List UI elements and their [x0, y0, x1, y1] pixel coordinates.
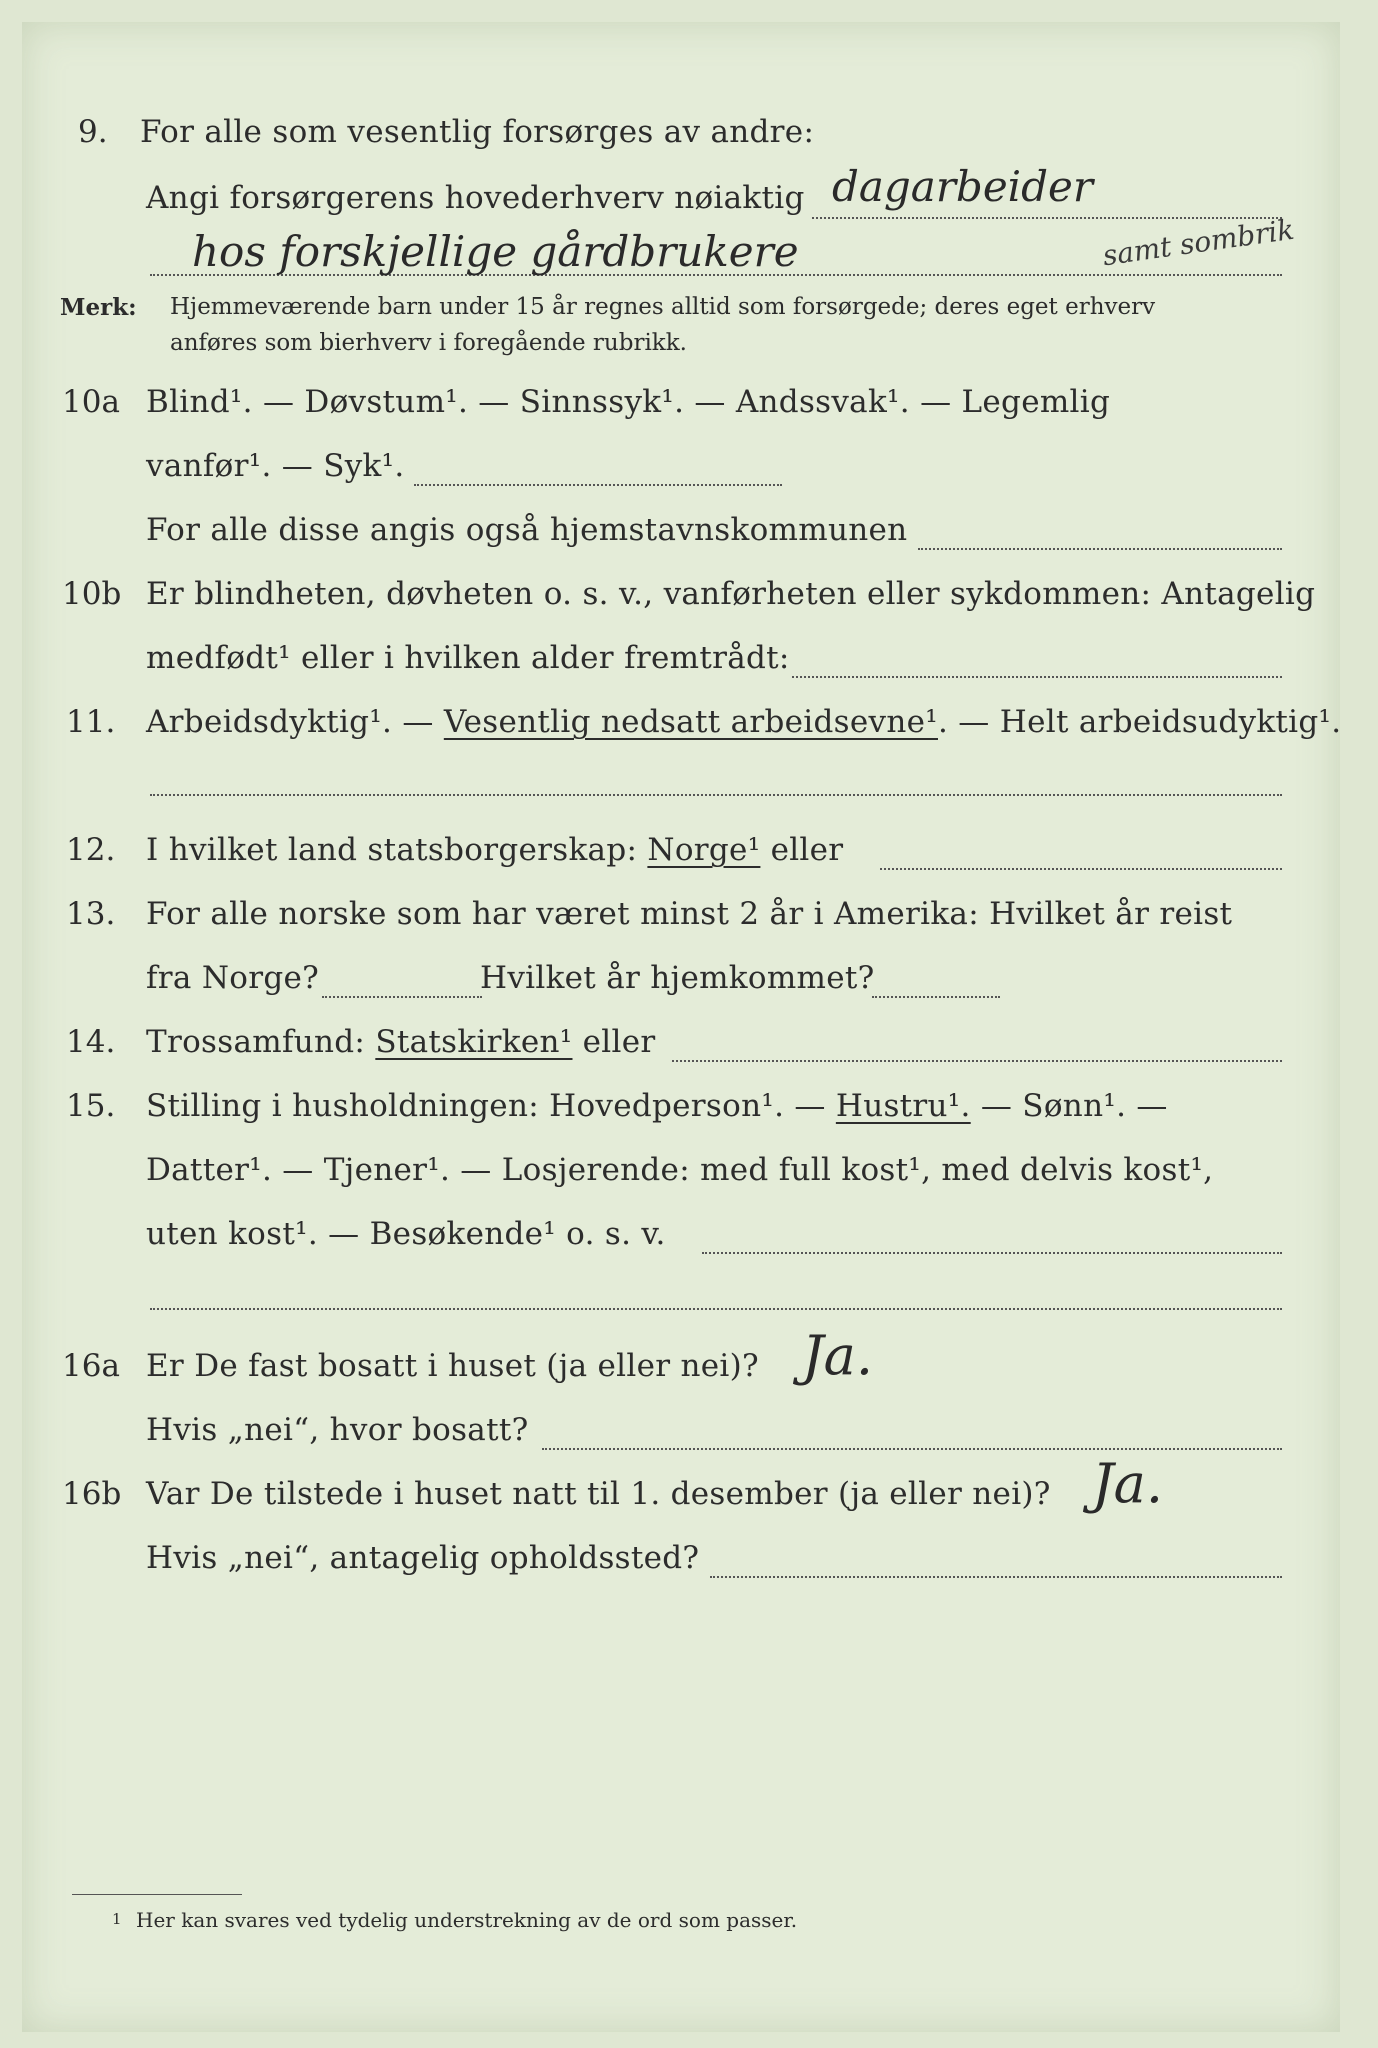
census-form-page [22, 22, 1340, 2032]
q14-number: 14. [66, 1024, 116, 1060]
q11-option-udyktig: . — Helt arbeidsudyktig¹. [937, 704, 1342, 740]
q11-line [146, 704, 1341, 740]
q13-line-2a: fra Norge? [146, 960, 320, 996]
q16a-line-1: Er De fast bosatt i huset (ja eller nei)? [146, 1348, 759, 1384]
q10a-line-1: Blind¹. — Døvstum¹. — Sinnssyk¹. — Andssvak¹. — Legemlig [146, 384, 1111, 420]
q15-line-1 [146, 1088, 1168, 1124]
q15-option-hustru-underlined: Hustru¹. [835, 1088, 971, 1124]
q10b-line-2: medfødt¹ eller i hvilken alder fremtrådt: [146, 640, 790, 676]
q10b-number: 10b [62, 576, 122, 612]
q15-option-sonn: — Sønn¹. — [970, 1088, 1168, 1124]
q9-answer-handwritten-1: dagarbeider [832, 162, 1093, 211]
q10a-number: 10a [62, 384, 120, 420]
q15-line-3: uten kost¹. — Besøkende¹ o. s. v. [146, 1216, 666, 1252]
q10a-dotted-line [414, 484, 782, 486]
q10a-dotted-line-2 [918, 548, 1282, 550]
q9-title: For alle som vesentlig forsørges av andre: [140, 114, 815, 150]
footnote-text: Her kan svares ved tydelig understrekning av de ord som passer. [136, 1908, 798, 1932]
q13-number: 13. [66, 896, 116, 932]
q13-line-2b: Hvilket år hjemkommet? [480, 960, 875, 996]
footnote-rule [72, 1894, 242, 1895]
q16b-dotted-line [710, 1576, 1282, 1578]
q12-prompt: I hvilket land statsborgerskap: [146, 832, 648, 868]
q15-dotted-line [702, 1252, 1282, 1254]
q11-option-arbeidsdyktig: Arbeidsdyktig¹. — [146, 704, 444, 740]
q9-answer-handwritten-3: samt sombrik [1100, 212, 1297, 273]
q14-eller: eller [572, 1024, 656, 1060]
q16b-line-1: Var De tilstede i huset natt til 1. desember (ja eller nei)? [146, 1476, 1051, 1512]
q12-eller: eller [760, 832, 844, 868]
q9-answer-dotted-line [812, 217, 1282, 219]
q11-number: 11. [66, 704, 116, 740]
q12-dotted-line [880, 868, 1282, 870]
q14-line [146, 1024, 656, 1060]
q16b-answer-handwritten: Ja. [1092, 1452, 1164, 1515]
q10a-line-3: For alle disse angis også hjemstavnskommunen [146, 512, 908, 548]
q9-answer-handwritten-2: hos forskjellige gårdbrukere [192, 227, 799, 276]
q13-line-1: For alle norske som har været minst 2 år i Amerika: Hvilket år reist [146, 896, 1233, 932]
q12-number: 12. [66, 832, 116, 868]
q15-number: 15. [66, 1088, 116, 1124]
q14-prompt: Trossamfund: [146, 1024, 376, 1060]
q11-dotted-line [150, 794, 1282, 796]
q15-line-2: Datter¹. — Tjener¹. — Losjerende: med full kost¹, med delvis kost¹, [146, 1152, 1214, 1188]
q16b-number: 16b [62, 1476, 122, 1512]
merk-line-1: Hjemmeværende barn under 15 år regnes alltid som forsørgede; deres eget erhverv [170, 294, 1156, 320]
q16a-line-2: Hvis „nei“, hvor bosatt? [146, 1412, 529, 1448]
q15-prompt: Stilling i husholdningen: Hovedperson¹. — [146, 1088, 836, 1124]
q16a-number: 16a [62, 1348, 120, 1384]
q13-dotted-line-2 [872, 996, 1000, 998]
q10b-line-1: Er blindheten, døvheten o. s. v., vanførheten eller sykdommen: Antagelig [146, 576, 1316, 612]
q13-dotted-line-1 [322, 996, 482, 998]
q10a-line-2: vanfør¹. — Syk¹. [146, 448, 405, 484]
q14-option-statskirken-underlined: Statskirken¹ [375, 1024, 573, 1060]
q12-option-norge-underlined: Norge¹ [647, 832, 761, 868]
merk-line-2: anføres som bierhverv i foregående rubrikk. [170, 330, 687, 356]
merk-label: Merk: [60, 294, 137, 321]
q15-dotted-line-2 [150, 1308, 1282, 1310]
q16b-line-2: Hvis „nei“, antagelig opholdssted? [146, 1540, 700, 1576]
q10b-dotted-line [792, 676, 1282, 678]
q14-dotted-line [672, 1060, 1282, 1062]
footnote-mark: 1 [112, 1910, 122, 1928]
q16a-dotted-line [542, 1448, 1282, 1450]
q16a-answer-handwritten: Ja. [802, 1324, 874, 1387]
q9-number: 9. [78, 114, 108, 150]
q12-line [146, 832, 843, 868]
q11-option-nedsatt-underlined: Vesentlig nedsatt arbeidsevne¹ [443, 704, 938, 740]
q9-prompt: Angi forsørgerens hovederhverv nøiaktig [146, 180, 805, 216]
